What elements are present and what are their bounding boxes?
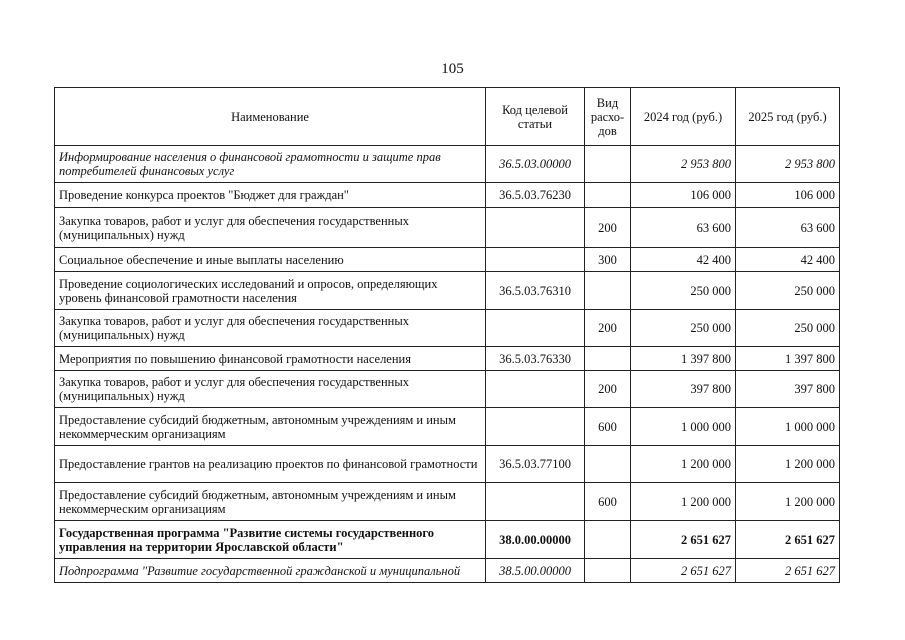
cell-kind: 200 [585,208,631,248]
cell-2024: 1 000 000 [631,408,736,446]
table-row [55,208,840,248]
table-row [55,521,840,559]
cell-2024: 1 397 800 [631,347,736,371]
cell-2025: 2 651 627 [736,559,840,583]
cell-kind [585,559,631,583]
cell-name: Закупка товаров, работ и услуг для обеспечения государственных (муниципальных) нужд [55,208,486,248]
cell-kind: 200 [585,371,631,408]
cell-2024: 250 000 [631,310,736,347]
cell-2025: 397 800 [736,371,840,408]
cell-2025: 42 400 [736,248,840,272]
cell-code: 36.5.03.76330 [486,347,585,371]
cell-2025: 106 000 [736,183,840,208]
cell-code [486,208,585,248]
cell-code [486,408,585,446]
header-code: Код целевой статьи [486,88,585,146]
cell-kind [585,347,631,371]
cell-2024: 1 200 000 [631,446,736,483]
table-row [55,272,840,310]
table-row [55,183,840,208]
cell-kind [585,146,631,183]
header-kind: Вид расхо-дов [585,88,631,146]
budget-table [54,87,840,583]
cell-2025: 250 000 [736,272,840,310]
page-number: 105 [441,61,464,77]
cell-name: Социальное обеспечение и иные выплаты населению [55,248,486,272]
header-2024: 2024 год (руб.) [631,88,736,146]
cell-2025: 1 200 000 [736,483,840,521]
cell-kind: 200 [585,310,631,347]
cell-name: Мероприятия по повышению финансовой грамотности населения [55,347,486,371]
cell-2025: 2 953 800 [736,146,840,183]
cell-code [486,310,585,347]
table-row [55,310,840,347]
cell-2024: 2 651 627 [631,521,736,559]
cell-kind: 600 [585,483,631,521]
header-name: Наименование [55,88,486,146]
cell-2025: 250 000 [736,310,840,347]
cell-name: Закупка товаров, работ и услуг для обеспечения государственных (муниципальных) нужд [55,310,486,347]
cell-2025: 2 651 627 [736,521,840,559]
table-row [55,559,840,583]
cell-code: 36.5.03.00000 [486,146,585,183]
cell-name: Проведение социологических исследований и опросов, определяющих уровень финансовой грамотности населения [55,272,486,310]
table-row [55,446,840,483]
cell-2024: 2 953 800 [631,146,736,183]
header-2025: 2025 год (руб.) [736,88,840,146]
cell-code [486,371,585,408]
table-row [55,371,840,408]
cell-code: 36.5.03.76230 [486,183,585,208]
cell-2024: 63 600 [631,208,736,248]
table-row [55,347,840,371]
cell-kind [585,521,631,559]
cell-name: Предоставление субсидий бюджетным, автономным учреждениям и иным некоммерческим организациям [55,408,486,446]
cell-name: Предоставление субсидий бюджетным, автономным учреждениям и иным некоммерческим организациям [55,483,486,521]
cell-2024: 397 800 [631,371,736,408]
table-row [55,408,840,446]
cell-2024: 106 000 [631,183,736,208]
cell-2025: 63 600 [736,208,840,248]
cell-2024: 42 400 [631,248,736,272]
table-header-row [55,88,840,146]
cell-name: Предоставление грантов на реализацию проектов по финансовой грамотности [55,446,486,483]
cell-code [486,248,585,272]
cell-code: 38.5.00.00000 [486,559,585,583]
table-row [55,483,840,521]
cell-name: Информирование населения о финансовой грамотности и защите прав потребителей финансовых услуг [55,146,486,183]
cell-code [486,483,585,521]
table-row [55,248,840,272]
cell-name: Закупка товаров, работ и услуг для обеспечения государственных (муниципальных) нужд [55,371,486,408]
cell-2024: 1 200 000 [631,483,736,521]
table-row [55,146,840,183]
cell-2025: 1 000 000 [736,408,840,446]
cell-code: 38.0.00.00000 [486,521,585,559]
cell-name: Подпрограмма "Развитие государственной гражданской и муниципальной [55,559,486,583]
cell-kind: 300 [585,248,631,272]
cell-kind: 600 [585,408,631,446]
cell-2025: 1 397 800 [736,347,840,371]
cell-kind [585,446,631,483]
cell-code: 36.5.03.77100 [486,446,585,483]
cell-code: 36.5.03.76310 [486,272,585,310]
cell-name: Государственная программа "Развитие системы государственного управления на территории Ярославской области" [55,521,486,559]
cell-kind [585,183,631,208]
cell-kind [585,272,631,310]
cell-2024: 250 000 [631,272,736,310]
cell-2024: 2 651 627 [631,559,736,583]
cell-name: Проведение конкурса проектов "Бюджет для граждан" [55,183,486,208]
cell-2025: 1 200 000 [736,446,840,483]
